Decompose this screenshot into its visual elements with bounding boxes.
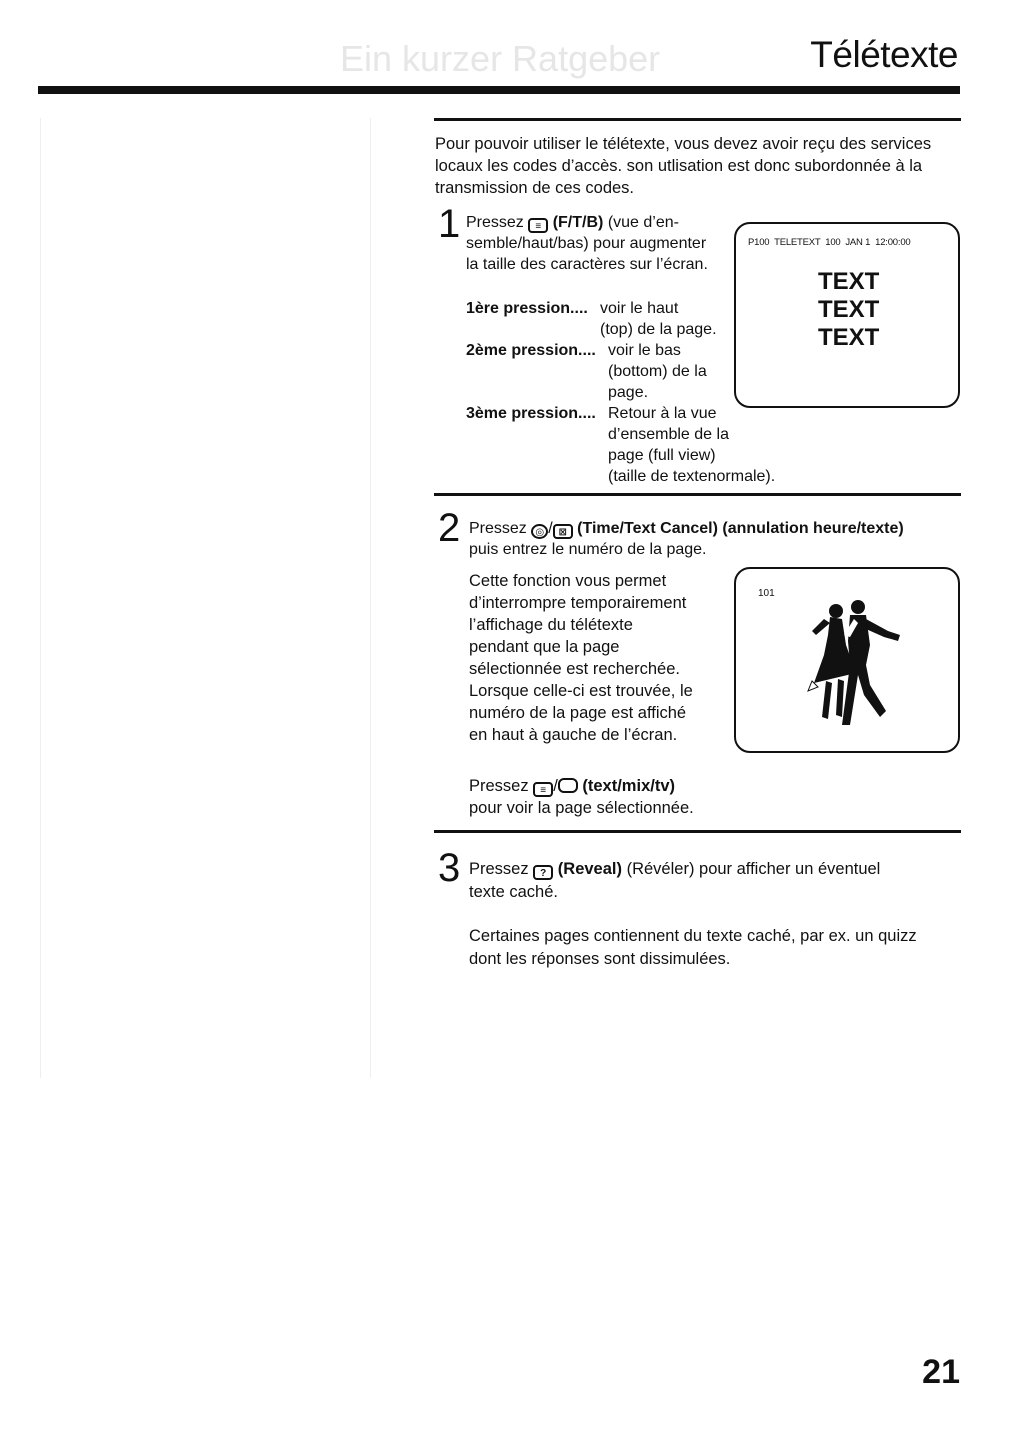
press-2-line: voir le bas (608, 342, 681, 359)
reveal-icon: ? (533, 865, 553, 880)
step-1-desc-b: semble/haut/bas) pour augmenter (466, 235, 707, 252)
press-2-line: (bottom) de la (608, 363, 707, 380)
step-3-number: 3 (438, 846, 461, 890)
header-rule (38, 86, 960, 94)
step-2-footer: Pressez ≡ / (text/mix/tv) pour voir la page sélectionnée. (469, 775, 769, 819)
teletext-screen-2 (734, 567, 960, 753)
pressez-label: Pressez (466, 214, 524, 231)
para-line: pendant que la page (469, 638, 620, 656)
para-line: Lorsque celle-ci est trouvée, le (469, 682, 693, 700)
pressez-label: Pressez (469, 777, 529, 795)
para-line: Cette fonction vous permet (469, 572, 667, 590)
step-3-desc: (Révéler) pour afficher un éventuel (626, 860, 881, 878)
screen-text-line: TEXT (818, 324, 880, 351)
page-title: Télétexte (810, 34, 958, 75)
press-2-label: 2ème pression.... (466, 342, 596, 359)
para-line: numéro de la page est affiché (469, 704, 687, 722)
time-icon: ◎ (531, 524, 548, 539)
step-1-instruction (466, 212, 736, 275)
press-3-line: (taille de textenormale). (608, 468, 776, 485)
para-line: Certaines pages contiennent du texte caché, par ex. un quizz (469, 927, 917, 945)
step-2-number: 2 (438, 506, 461, 550)
step-3-paragraph (469, 925, 979, 971)
screen-text-block (818, 268, 879, 352)
intro-paragraph: Pour pouvoir utiliser le télétexte, vous devez avoir reçu des services locaux les codes d’accès. son utlisation est donc subordonnée à la transmission de ces codes. (435, 135, 932, 197)
step-1-desc-a: (vue d’en- (607, 214, 679, 231)
para-line: sélectionnée est recherchée. (469, 660, 680, 678)
screen-header-line: P100 TELETEXT 100 JAN 1 12:00:00 (748, 237, 911, 248)
screen-text-line: TEXT (818, 296, 880, 323)
para-line: l’affichage du télétexte (469, 616, 633, 634)
screen-text-line: TEXT (818, 268, 880, 295)
text-size-icon: ≡ (528, 218, 548, 233)
para-line: d’interrompre temporairement (469, 594, 687, 612)
reveal-button-label: (Reveal) (557, 860, 622, 878)
bleed-column-line (370, 118, 371, 1078)
pressez-label: Pressez (469, 860, 529, 878)
step-1-desc-c: la taille des caractères sur l’écran. (466, 256, 708, 273)
step-1-number: 1 (438, 202, 461, 246)
section-rule (434, 830, 961, 833)
cancel-icon: ⊠ (553, 524, 573, 539)
pressez-label: Pressez (469, 520, 527, 537)
press-3-line: Retour à la vue (608, 405, 717, 422)
bleed-column-line (40, 118, 41, 1078)
dancing-couple-icon (794, 595, 914, 735)
step-3-desc2: texte caché. (469, 883, 558, 901)
step-2-line2: puis entrez le numéro de la page. (469, 541, 707, 558)
teletext-screen-1 (734, 222, 960, 408)
para-line: dont les réponses sont dissimulées. (469, 950, 731, 968)
press-3-line: d’ensemble de la (608, 426, 729, 443)
press-1-label: 1ère pression.... (466, 300, 588, 317)
page-number: 21 (922, 1353, 960, 1391)
section-rule (434, 118, 961, 121)
tv-icon (558, 778, 578, 793)
press-1-line: voir le haut (600, 300, 679, 317)
text-mix-tv-label: (text/mix/tv) (582, 777, 675, 795)
press-3-label: 3ème pression.... (466, 405, 596, 422)
time-text-cancel-label: (Time/Text Cancel) (annulation heure/texte) (577, 520, 904, 537)
section-rule (434, 493, 961, 496)
step-2-paragraph (469, 570, 734, 746)
press-2-line: page. (608, 384, 649, 401)
para-line: en haut à gauche de l’écran. (469, 726, 678, 744)
step-2-last-line: pour voir la page sélectionnée. (469, 799, 694, 817)
press-1-line: (top) de la page. (600, 321, 717, 338)
step-2-instruction: Pressez ◎ / ⊠ (Time/Text Cancel) (annulation heure/texte) puis entrez le numéro de la page. (469, 518, 959, 560)
bleed-through-title: Ein kurzer Ratgeber (340, 38, 661, 79)
press-3-line: page (full view) (608, 447, 716, 464)
screen-page-number: 101 (758, 588, 775, 599)
ft-b-button-label: (F/T/B) (552, 214, 604, 231)
text-icon: ≡ (533, 782, 553, 797)
step-3-instruction (469, 858, 959, 904)
